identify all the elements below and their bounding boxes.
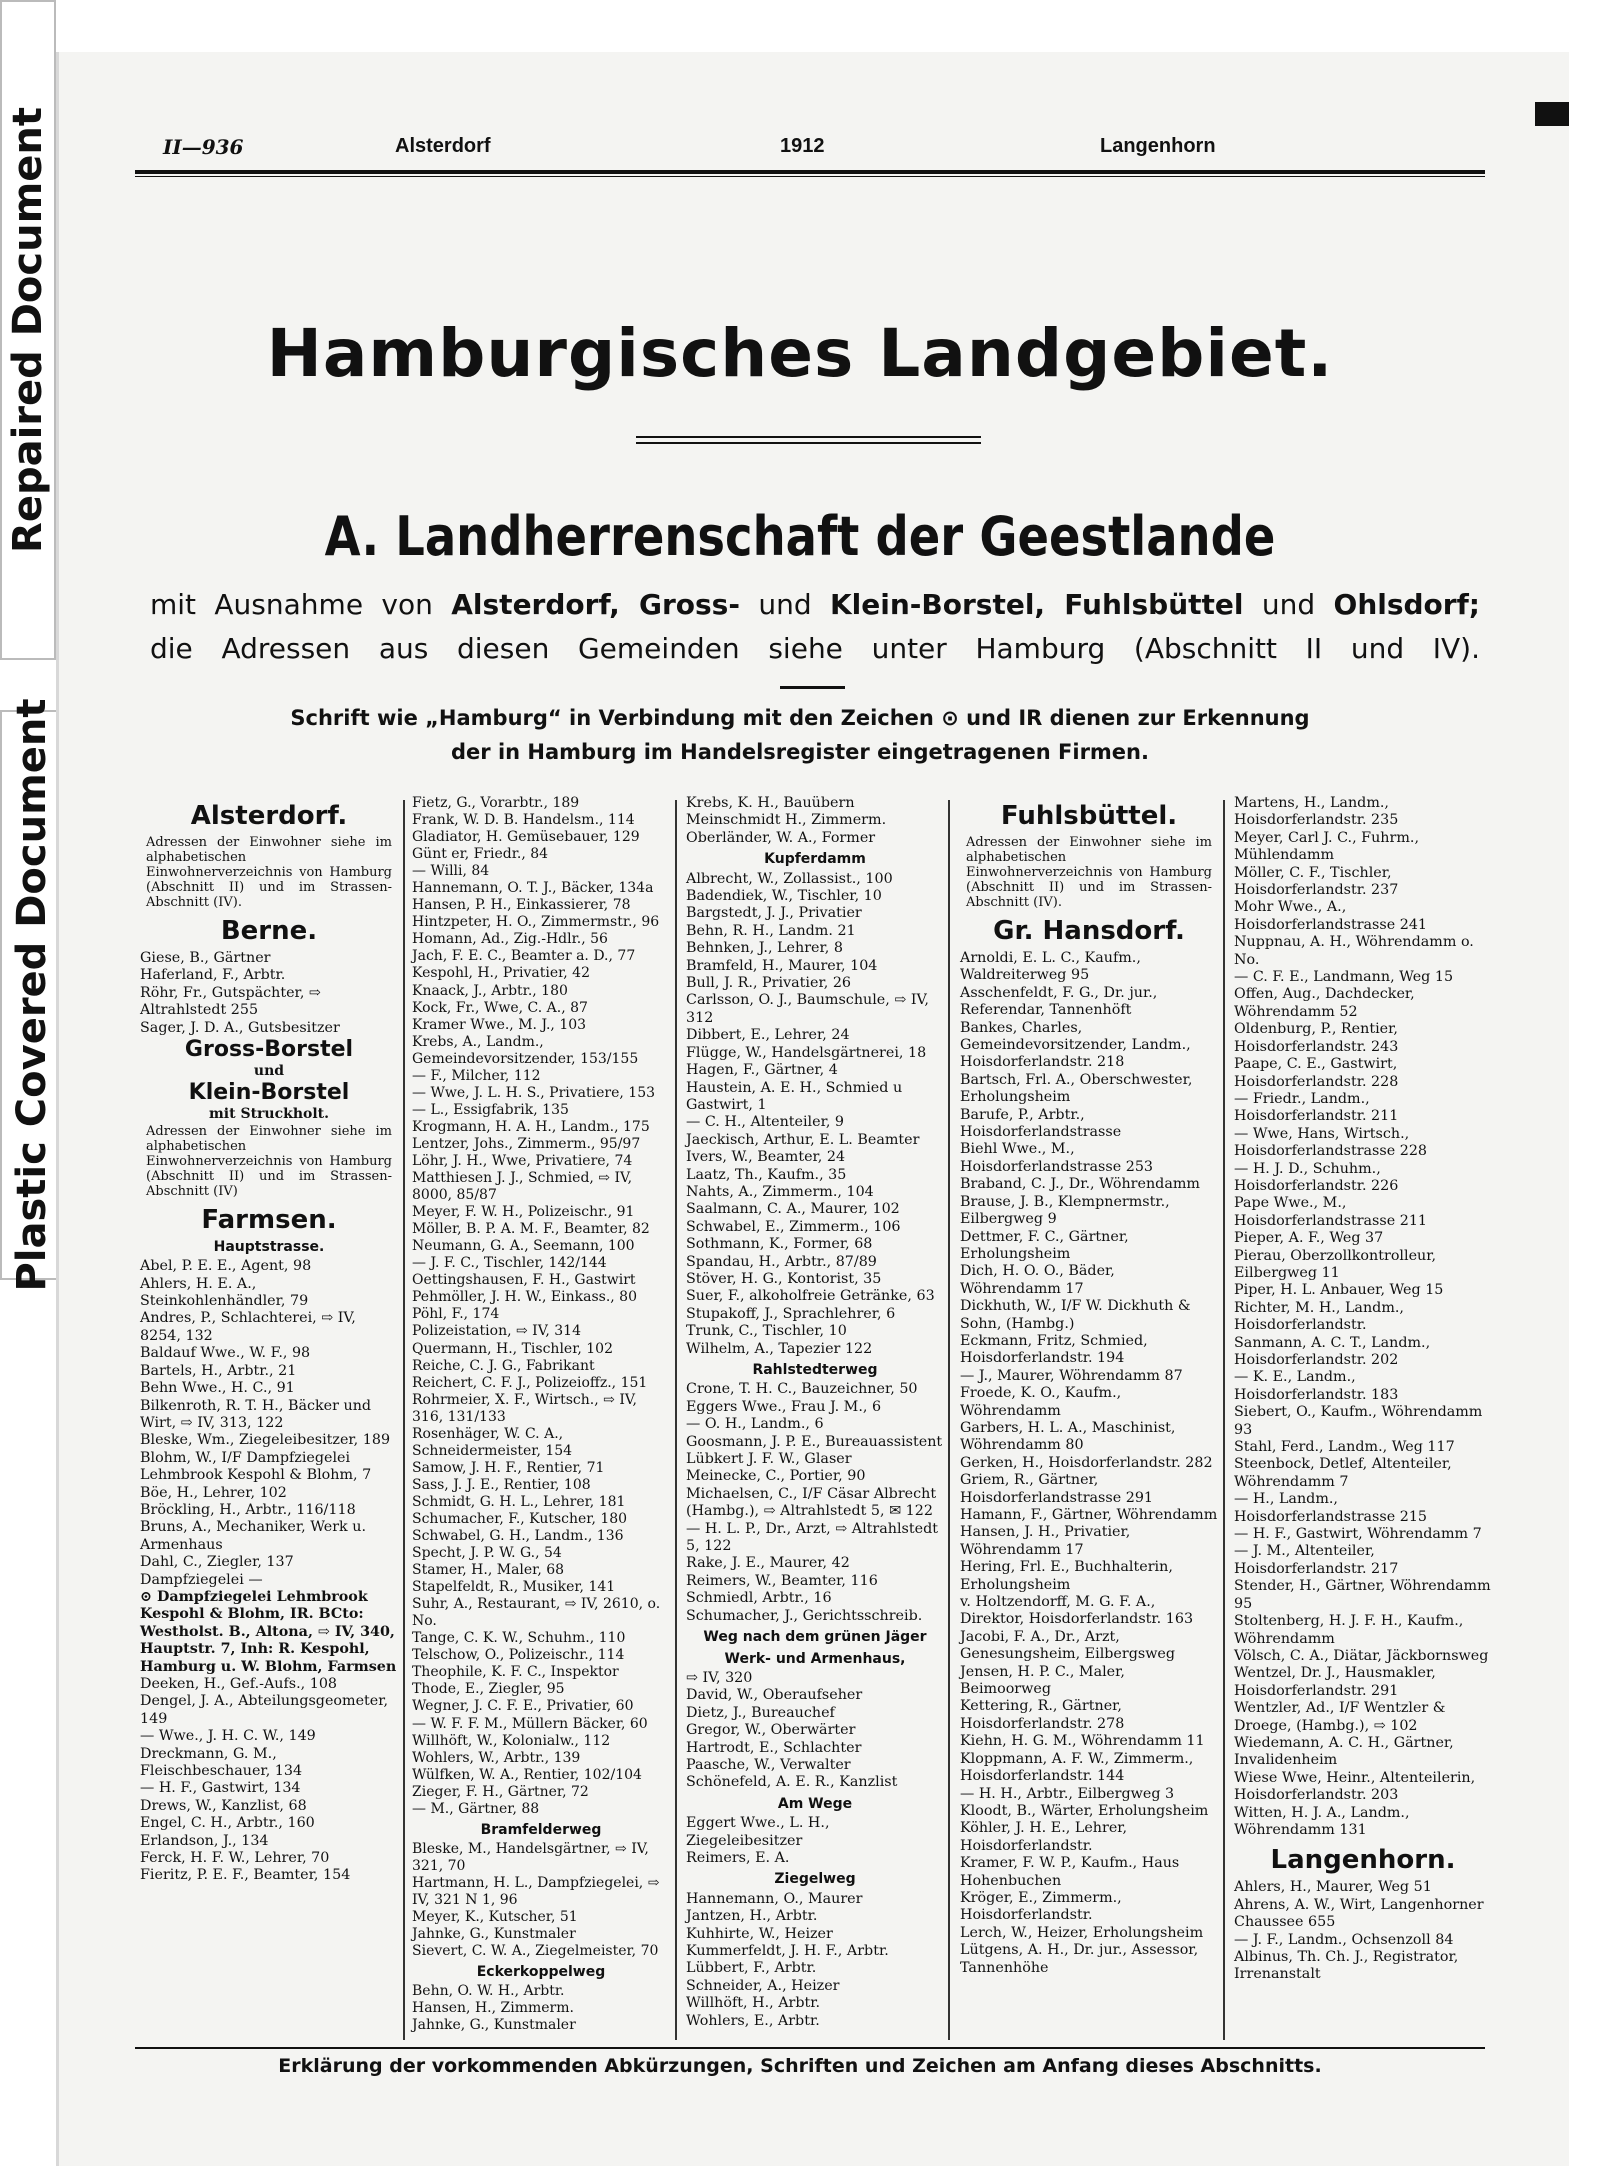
header-year: 1912 — [780, 135, 825, 157]
directory-entry: — J., Maurer, Wöhrendamm 87 — [960, 1367, 1183, 1384]
directory-entry: Böe, H., Lehrer, 102 — [140, 1484, 287, 1501]
directory-entry: Spandau, H., Arbtr., 87/89 — [686, 1253, 877, 1270]
column-divider-3 — [948, 800, 950, 2040]
directory-entry: Wohlers, W., Arbtr., 139 — [412, 1749, 581, 1766]
directory-entry: Sass, J. J. E., Rentier, 108 — [412, 1476, 591, 1493]
directory-entry: Homann, Ad., Zig.-Hdlr., 56 — [412, 931, 608, 948]
directory-entry: Brause, J. B., Klempnermstr., Eilbergweg 9 — [960, 1193, 1170, 1228]
directory-entry: Lerch, W., Heizer, Erholungsheim — [960, 1924, 1204, 1941]
directory-entry: Wiese Wwe, Heinr., Altenteilerin, Hoisdorferlandstr. 203 — [1234, 1769, 1476, 1804]
intro-text-c: und — [739, 588, 830, 621]
directory-entry: Pierau, Oberzollkontrolleur, Eilbergweg 11 — [1234, 1247, 1437, 1281]
directory-entry: Hagen, F., Gärtner, 4 — [686, 1062, 838, 1079]
directory-entry: Wentzel, Dr. J., Hausmakler, Hoisdorferlandstr. 291 — [1234, 1665, 1436, 1699]
running-header — [135, 135, 1485, 163]
section-title: Gross-Borstel — [184, 1037, 354, 1063]
directory-entry: Stupakoff, J., Sprachlehrer, 6 — [686, 1305, 896, 1322]
column-5 — [1234, 795, 1492, 1984]
directory-entry: Dampfziegelei — — [140, 1571, 263, 1588]
directory-entry: Rosenhäger, W. C. A., Schneidermeister, 154 — [412, 1425, 573, 1459]
intro-line-1 — [150, 588, 1480, 621]
directory-entry: Dietz, J., Bureauchef — [686, 1704, 835, 1721]
directory-entry: Hannemann, O. T. J., Bäcker, 134a — [412, 880, 654, 897]
street-heading: Werk- und Armenhaus, — [724, 1650, 906, 1667]
directory-entry: Schönefeld, A. E. R., Kanzlist — [686, 1774, 898, 1791]
directory-entry: Braband, C. J., Dr., Wöhrendamm — [960, 1176, 1200, 1193]
intro-place-b: Klein-Borstel, Fuhlsbüttel — [829, 588, 1244, 621]
directory-entry: Hartmann, H. L., Dampfziegelei, ⇨ IV, 321 N 1, 96 — [412, 1874, 660, 1908]
directory-entry: Crone, T. H. C., Bauzeichner, 50 — [686, 1381, 918, 1398]
directory-entry: Bröckling, H., Arbtr., 116/118 — [140, 1501, 356, 1518]
directory-entry: Drews, W., Kanzlist, 68 — [140, 1797, 307, 1814]
directory-entry: — F., Milcher, 112 — [412, 1067, 541, 1084]
directory-entry: — H. F., Gastwirt, 134 — [140, 1780, 301, 1797]
directory-entry: Biehl Wwe., M., Hoisdorferlandstrasse 253 — [960, 1141, 1154, 1175]
directory-entry: Tange, C. K. W., Schuhm., 110 — [412, 1630, 626, 1647]
directory-entry: Jensen, H. P. C., Maler, Beimoorweg — [960, 1663, 1125, 1698]
directory-entry: Lübkert J. F. W., Glaser — [686, 1451, 852, 1468]
plastic-covered-text: Plastic Covered Document — [9, 698, 55, 1292]
title-rule-top — [636, 436, 981, 438]
directory-entry: — H., Landm., Hoisdorferlandstrasse 215 — [1234, 1491, 1428, 1525]
directory-entry: — J. F. C., Tischler, 142/144 — [412, 1255, 607, 1272]
directory-entry: Saalmann, C. A., Maurer, 102 — [686, 1201, 900, 1218]
directory-entry: Erlandson, J., 134 — [140, 1832, 269, 1849]
directory-entry: Wegner, J. C. F. E., Privatier, 60 — [412, 1698, 634, 1715]
directory-entry: Behn, R. H., Landm. 21 — [686, 922, 856, 939]
column-4 — [960, 795, 1218, 1977]
reference-note: Adressen der Einwohner siehe im alphabetischen Einwohnerverzeichnis von Hamburg (Abschnitt II) und im Strassen-Abschnitt (IV). — [146, 835, 392, 910]
directory-entry: — Friedr., Landm., Hoisdorferlandstr. 211 — [1234, 1090, 1399, 1125]
directory-entry: — L., Essigfabrik, 135 — [412, 1101, 569, 1118]
directory-entry: David, W., Oberaufseher — [686, 1687, 863, 1704]
directory-entry: Schmiedl, Arbtr., 16 — [686, 1590, 832, 1607]
directory-entry: Goosmann, J. P. E., Bureauassistent — [686, 1433, 943, 1450]
directory-entry: Löhr, J. H., Wwe, Privatiere, 74 — [412, 1152, 633, 1169]
directory-entry: Matthiesen J. J., Schmied, ⇨ IV, 8000, 85/87 — [412, 1170, 633, 1204]
header-rule — [135, 170, 1485, 174]
directory-entry: Haferland, F., Arbtr. — [140, 967, 286, 984]
directory-entry: Hansen, H., Zimmerm. — [412, 2000, 574, 2017]
directory-entry: Albrecht, W., Zollassist., 100 — [686, 870, 893, 887]
directory-entry: Paape, C. E., Gastwirt, Hoisdorferlandstr. 228 — [1234, 1056, 1399, 1090]
directory-entry: — Wwe., J. H. C. W., 149 — [140, 1728, 316, 1745]
directory-entry: Meinecke, C., Portier, 90 — [686, 1468, 866, 1485]
directory-entry: — Wwe, Hans, Wirtsch., Hoisdorferlandstrasse 228 — [1234, 1125, 1428, 1160]
directory-entry: — W. F. F. M., Müllern Bäcker, 60 — [412, 1715, 648, 1732]
directory-entry: Knaack, J., Arbtr., 180 — [412, 982, 568, 999]
directory-entry: Kloodt, B., Wärter, Erholungsheim — [960, 1802, 1209, 1819]
directory-entry: — C. H., Altenteiler, 9 — [686, 1114, 845, 1131]
directory-entry: Dich, H. O. O., Bäder, Wöhrendamm 17 — [960, 1263, 1115, 1297]
directory-entry: Giese, B., Gärtner — [140, 950, 271, 966]
directory-entry: — H. H., Arbtr., Eilbergweg 3 — [960, 1785, 1175, 1802]
directory-entry: Lentzer, Johs., Zimmerm., 95/97 — [412, 1135, 641, 1152]
directory-entry: Willhöft, W., Kolonialw., 112 — [412, 1732, 611, 1749]
column-3 — [686, 795, 944, 2030]
directory-entry: Reimers, E. A. — [686, 1849, 790, 1866]
directory-entry: Bartels, H., Arbtr., 21 — [140, 1362, 297, 1379]
directory-entry: Mohr Wwe., A., Hoisdorferlandstrasse 241 — [1234, 899, 1428, 933]
directory-entry: Sievert, C. W. A., Ziegelmeister, 70 — [412, 1943, 659, 1960]
directory-entry: Kloppmann, A. F. W., Zimmerm., Hoisdorferlandstr. 144 — [960, 1750, 1194, 1785]
directory-entry: Bargstedt, J. J., Privatier — [686, 905, 862, 922]
directory-entry: Piper, H. L. Anbauer, Weg 15 — [1234, 1282, 1444, 1299]
directory-entry: Schwabel, E., Zimmerm., 106 — [686, 1218, 901, 1235]
directory-entry: Asschenfeldt, F. G., Dr. jur., Referendar, Tannenhöft — [960, 984, 1158, 1019]
directory-entry: Behnken, J., Lehrer, 8 — [686, 940, 843, 957]
section-heading: A. Landherrenschaft der Geestlande — [324, 505, 1276, 568]
directory-entry: Willhöft, H., Arbtr. — [686, 1995, 821, 2012]
directory-entry: Stapelfeldt, R., Musiker, 141 — [412, 1579, 616, 1596]
repaired-document-text: Repaired Document — [5, 107, 51, 553]
directory-entry: Bartsch, Frl. A., Oberschwester, Erholungsheim — [960, 1071, 1193, 1106]
street-heading: Weg nach dem grünen Jäger — [703, 1629, 927, 1646]
directory-entry: Hamann, F., Gärtner, Wöhrendamm — [960, 1507, 1218, 1523]
directory-entry: Quermann, H., Tischler, 102 — [412, 1340, 613, 1357]
directory-entry: Jantzen, H., Arbtr. — [686, 1908, 818, 1925]
directory-entry: Ivers, W., Beamter, 24 — [686, 1149, 846, 1166]
directory-entry: Stamer, H., Maler, 68 — [412, 1562, 565, 1579]
directory-entry: Kröger, E., Zimmerm., Hoisdorferlandstr. — [960, 1889, 1122, 1924]
directory-entry: v. Holtzendorff, M. G. F. A., Direktor, Hoisdorferlandstr. 163 — [960, 1594, 1194, 1628]
directory-entry: Hering, Frl. E., Buchhalterin, Erholungsheim — [960, 1559, 1173, 1593]
directory-entry: Eckmann, Fritz, Schmied, Hoisdorferlandstr. 194 — [960, 1332, 1148, 1367]
directory-entry: Röhr, Fr., Gutspächter, ⇨ Altrahlstedt 255 — [140, 984, 321, 1019]
directory-entry: Lütgens, A. H., Dr. jur., Assessor, Tannenhöhe — [960, 1942, 1199, 1976]
directory-entry: Zieger, F. H., Gärtner, 72 — [412, 1783, 589, 1800]
directory-entry: Bruns, A., Mechaniker, Werk u. Armenhaus — [140, 1519, 367, 1553]
directory-entry: Bleske, M., Handelsgärtner, ⇨ IV, 321, 70 — [412, 1840, 649, 1874]
directory-entry: Völsch, C. A., Diätar, Jäckbornsweg — [1234, 1647, 1489, 1664]
directory-entry: Jahnke, G., Kunstmaler — [412, 1926, 576, 1943]
directory-entry: — C. F. E., Landmann, Weg 15 — [1234, 969, 1454, 986]
directory-entry: Kramer, F. W. P., Kaufm., Haus Hohenbuchen — [960, 1855, 1180, 1889]
directory-entry: Michaelsen, C., I/F Cäsar Albrecht (Hambg.), ⇨ Altrahlstedt 5, ✉ 122 — [686, 1485, 937, 1520]
directory-entry: Richter, M. H., Landm., Hoisdorferlandstr. — [1234, 1299, 1404, 1334]
section-title: Klein-Borstel — [188, 1080, 350, 1106]
directory-entry: Nuppnau, A. H., Wöhrendamm o. No. — [1234, 934, 1474, 968]
page-number: II—936 — [163, 135, 244, 159]
directory-entry: Kespohl, H., Privatier, 42 — [412, 965, 591, 982]
directory-entry: Theophile, K. F. C., Inspektor — [412, 1664, 619, 1681]
directory-entry: — Willi, 84 — [412, 863, 490, 880]
column-divider-1 — [403, 800, 405, 2040]
page-corner-shadow — [1535, 102, 1569, 126]
directory-entry: Hansen, J. H., Privatier, Wöhrendamm 17 — [960, 1524, 1131, 1558]
street-heading: Bramfelderweg — [480, 1821, 602, 1838]
directory-entry: Abel, P. E. E., Agent, 98 — [140, 1258, 312, 1275]
directory-entry: Sager, J. D. A., Gutsbesitzer — [140, 1019, 340, 1036]
directory-entry: Deeken, H., Gef.-Aufs., 108 — [140, 1676, 338, 1692]
directory-entry: Kuhhirte, W., Heizer — [686, 1925, 833, 1942]
header-right: Langenhorn — [1100, 135, 1216, 157]
directory-entry: Martens, H., Landm., Hoisdorferlandstr. 235 — [1234, 795, 1399, 829]
directory-entry: Köhler, J. H. E., Lehrer, Hoisdorferlandstr. — [960, 1820, 1128, 1854]
directory-entry: Haustein, A. E. H., Schmied u Gastwirt, 1 — [686, 1079, 903, 1113]
directory-entry: Eggers Wwe., Frau J. M., 6 — [686, 1398, 882, 1415]
directory-entry: Bankes, Charles, Gemeindevorsitzender, Landm., Hoisdorferlandstr. 218 — [960, 1019, 1191, 1071]
directory-entry: Specht, J. P. W. G., 54 — [412, 1545, 562, 1562]
directory-entry: Engel, C. H., Arbtr., 160 — [140, 1815, 315, 1832]
directory-entry: Dickhuth, W., I/F W. Dickhuth & Sohn, (Hambg.) — [960, 1298, 1191, 1332]
note-line-1: Schrift wie „Hamburg“ in Verbindung mit den Zeichen ⊙ und IR dienen zur Erkennung — [290, 706, 1310, 730]
directory-entry: Neumann, G. A., Seemann, 100 — [412, 1238, 635, 1255]
directory-entry: Hartrodt, E., Schlachter — [686, 1739, 862, 1756]
directory-entry: Barufe, P., Arbtr., Hoisdorferlandstrasse — [960, 1106, 1122, 1141]
directory-entry: Blohm, W., I/F Dampfziegelei Lehmbrook Kespohl & Blohm, 7 — [140, 1449, 372, 1484]
street-heading: Ziegelweg — [774, 1871, 856, 1888]
directory-entry: Trunk, C., Tischler, 10 — [686, 1323, 847, 1340]
directory-entry: Bull, J. R., Privatier, 26 — [686, 975, 852, 992]
directory-entry: Ahrens, A. W., Wirt, Langenhorner Chaussee 655 — [1234, 1896, 1484, 1931]
directory-entry: Reiche, C. J. G., Fabrikant — [412, 1357, 595, 1374]
directory-entry: Pape Wwe., M., Hoisdorferlandstrasse 211 — [1234, 1195, 1428, 1229]
section-title-connector: mit Struckholt. — [208, 1106, 329, 1123]
directory-entry: Telschow, O., Polizeischr., 114 — [412, 1647, 625, 1664]
intro-line-2: die Adressen aus diesen Gemeinden siehe unter Hamburg (Abschnitt II und IV). — [150, 632, 1480, 665]
section-title: Berne. — [220, 916, 318, 946]
directory-entry: Bramfeld, H., Maurer, 104 — [686, 957, 878, 974]
directory-entry: — J. M., Altenteiler, Hoisdorferlandstr. 217 — [1234, 1543, 1399, 1577]
directory-entry: Schumacher, F., Kutscher, 180 — [412, 1510, 628, 1527]
directory-entry: Suer, F., alkoholfreie Getränke, 63 — [686, 1288, 935, 1305]
section-title: Fuhlsbüttel. — [1000, 801, 1178, 831]
directory-entry: Stoltenberg, H. J. F. H., Kaufm., Wöhrendamm — [1234, 1613, 1464, 1647]
directory-entry: Siebert, O., Kaufm., Wöhrendamm 93 — [1234, 1404, 1483, 1438]
directory-entry: — Wwe, J. L. H. S., Privatiere, 153 — [412, 1084, 656, 1101]
directory-entry: Ahlers, H., Maurer, Weg 51 — [1234, 1879, 1432, 1896]
directory-entry: Krebs, K. H., Bauübern — [686, 795, 855, 811]
firm-entry: ⊙ Dampfziegelei Lehmbrook Kespohl & Blohm, IR. BCto: Westholst. B., Altona, ⇨ IV, 340, Hauptstr. 7, Inh: R. Kespohl, Hamburg u. W. Blohm, Farmsen — [140, 1588, 397, 1675]
street-heading: Am Wege — [777, 1795, 853, 1812]
intro-text-e: und — [1243, 588, 1334, 621]
directory-entry: Kramer Wwe., M. J., 103 — [412, 1016, 587, 1033]
section-title: Gr. Hansdorf. — [993, 916, 1185, 946]
directory-entry: Eggert Wwe., L. H., Ziegeleibesitzer — [686, 1815, 830, 1849]
directory-entry: — K. E., Landm., Hoisdorferlandstr. 183 — [1234, 1369, 1399, 1403]
directory-entry: Sanmann, A. C. T., Landm., Hoisdorferlandstr. 202 — [1234, 1334, 1431, 1368]
directory-entry: Badendiek, W., Tischler, 10 — [686, 888, 882, 905]
directory-entry: Rake, J. E., Maurer, 42 — [686, 1555, 850, 1572]
directory-entry: Jach, F. E. C., Beamter a. D., 77 — [412, 948, 636, 965]
directory-entry: Krogmann, H. A. H., Landm., 175 — [412, 1118, 650, 1135]
directory-entry: Wiedemann, A. C. H., Gärtner, Invalidenheim — [1234, 1734, 1454, 1769]
directory-entry: Meyer, K., Kutscher, 51 — [412, 1909, 578, 1926]
intro-place-a: Alsterdorf, Gross- — [451, 588, 740, 621]
column-divider-2 — [675, 800, 677, 2040]
directory-entry: Oberländer, W. A., Former — [686, 829, 876, 846]
directory-entry: Wilhelm, A., Tapezier 122 — [686, 1340, 873, 1357]
directory-entry: Fieritz, P. E. F., Beamter, 154 — [140, 1867, 351, 1884]
directory-entry: Jacobi, F. A., Dr., Arzt, Genesungsheim, Eilbergsweg — [960, 1628, 1176, 1663]
directory-entry: — H. J. D., Schuhm., Hoisdorferlandstr. 226 — [1234, 1160, 1399, 1194]
directory-entry: Dahl, C., Ziegler, 137 — [140, 1554, 294, 1571]
directory-entry: Schneider, A., Heizer — [686, 1977, 840, 1994]
section-title: Farmsen. — [201, 1204, 337, 1235]
plastic-covered-label — [0, 698, 64, 1292]
intro-text-a: mit Ausnahme von — [150, 588, 452, 621]
intro-place-c: Ohlsdorf; — [1333, 588, 1480, 621]
section-title-connector: und — [253, 1063, 285, 1080]
directory-entry: Lübbert, F., Arbtr. — [686, 1960, 817, 1977]
directory-entry: Sothmann, K., Former, 68 — [686, 1236, 873, 1253]
directory-entry: Reichert, C. F. J., Polizeioffz., 151 — [412, 1374, 648, 1391]
directory-entry: Meyer, Carl J. C., Fuhrm., Mühlendamm — [1234, 829, 1419, 864]
directory-entry: Hintzpeter, H. O., Zimmermstr., 96 — [412, 914, 660, 931]
directory-entry: Dengel, J. A., Abteilungsgeometer, 149 — [140, 1693, 389, 1727]
directory-entry: — H. F., Gastwirt, Wöhrendamm 7 — [1234, 1526, 1482, 1543]
directory-entry: Witten, H. J. A., Landm., Wöhrendamm 131 — [1234, 1804, 1410, 1838]
directory-entry: Kock, Fr., Wwe, C. A., 87 — [412, 999, 588, 1016]
directory-entry: Frank, W. D. B. Handelsm., 114 — [412, 812, 635, 829]
directory-entry: Steenbock, Detlef, Altenteiler, Wöhrendamm 7 — [1234, 1456, 1452, 1490]
directory-entry: Reimers, W., Beamter, 116 — [686, 1572, 878, 1589]
note-line-2: der in Hamburg im Handelsregister eingetragenen Firmen. — [451, 740, 1149, 764]
directory-entry: Baldauf Wwe., W. F., 98 — [140, 1345, 311, 1362]
intro-rule — [780, 686, 845, 689]
street-heading: Kupferdamm — [764, 851, 866, 868]
directory-entry: Nahts, A., Zimmerm., 104 — [686, 1183, 874, 1200]
directory-entry: Günt er, Friedr., 84 — [412, 846, 549, 863]
footer-rule — [135, 2047, 1485, 2049]
directory-entry: Pöhl, F., 174 — [412, 1306, 500, 1323]
directory-entry: Gregor, W., Oberwärter — [686, 1722, 856, 1739]
section-title: Alsterdorf. — [190, 801, 348, 831]
directory-entry: Oldenburg, P., Rentier, Hoisdorferlandstr. 243 — [1234, 1021, 1399, 1055]
column-divider-4 — [1223, 800, 1225, 2040]
directory-entry: Wohlers, E., Arbtr. — [686, 2012, 820, 2029]
directory-entry: Kettering, R., Gärtner, Hoisdorferlandstr. 278 — [960, 1698, 1125, 1732]
directory-entry: Stahl, Ferd., Landm., Weg 117 — [1234, 1439, 1455, 1456]
street-heading: Rahlstedterweg — [752, 1362, 878, 1378]
directory-entry: Dettmer, F. C., Gärtner, Erholungsheim — [960, 1228, 1129, 1262]
footer-note: Erklärung der vorkommenden Abkürzungen, Schriften und Zeichen am Anfang dieses Abschnitts. — [278, 2055, 1322, 2077]
directory-entry: — O. H., Landm., 6 — [686, 1416, 824, 1433]
directory-entry: Kummerfeldt, J. H. F., Arbtr. — [686, 1943, 889, 1959]
directory-entry: Dreckmann, G. M., Fleischbeschauer, 134 — [140, 1745, 303, 1780]
directory-entry: Oettingshausen, F. H., Gastwirt — [412, 1272, 636, 1289]
directory-entry: Rohrmeier, X. F., Wirtsch., ⇨ IV, 316, 131/133 — [412, 1391, 637, 1425]
directory-entry: Kiehn, H. G. M., Wöhrendamm 11 — [960, 1733, 1205, 1750]
directory-entry: Meyer, F. W. H., Polizeischr., 91 — [412, 1204, 635, 1221]
directory-entry: Flügge, W., Handelsgärtnerei, 18 — [686, 1044, 927, 1061]
directory-entry: Gladiator, H. Gemüsebauer, 129 — [412, 829, 640, 846]
directory-entry: Hansen, P. H., Einkassierer, 78 — [412, 897, 631, 914]
directory-entry: Garbers, H. L. A., Maschinist, Wöhrendamm 80 — [960, 1419, 1176, 1454]
directory-entry: Gerken, H., Hoisdorferlandstr. 282 — [960, 1454, 1213, 1471]
directory-entry: Pieper, A. F., Weg 37 — [1234, 1230, 1384, 1247]
directory-entry: Jaeckisch, Arthur, E. L. Beamter — [686, 1131, 920, 1148]
directory-entry: Ahlers, H. E. A., Steinkohlenhändler, 79 — [140, 1275, 309, 1310]
directory-entry: Behn, O. W. H., Arbtr. — [412, 1983, 565, 2000]
directory-entry: Paasche, W., Verwalter — [686, 1756, 851, 1773]
directory-entry: Hannemann, O., Maurer — [686, 1890, 863, 1907]
directory-entry: Jahnke, G., Kunstmaler — [412, 2017, 576, 2034]
header-left: Alsterdorf — [395, 135, 491, 157]
directory-entry: Pehmöller, J. H. W., Einkass., 80 — [412, 1289, 637, 1306]
directory-entry: Thode, E., Ziegler, 95 — [412, 1681, 565, 1698]
reference-note: Adressen der Einwohner siehe im alphabetischen Einwohnerverzeichnis von Hamburg (Abschnitt II) und im Strassen-Abschnitt (IV) — [146, 1123, 392, 1199]
directory-entry: Möller, C. F., Tischler, Hoisdorferlandstr. 237 — [1234, 864, 1399, 899]
directory-entry: — J. F., Landm., Ochsenzoll 84 — [1234, 1931, 1454, 1948]
directory-entry: Krebs, A., Landm., Gemeindevorsitzender, 153/155 — [412, 1033, 639, 1067]
column-1 — [140, 795, 398, 1885]
directory-entry: Bilkenroth, R. T. H., Bäcker und Wirt, ⇨ IV, 313, 122 — [140, 1397, 372, 1431]
directory-entry: Samow, J. H. F., Rentier, 71 — [412, 1459, 605, 1476]
directory-entry: Ferck, H. F. W., Lehrer, 70 — [140, 1850, 330, 1867]
directory-entry: Schmidt, G. H. L., Lehrer, 181 — [412, 1493, 626, 1510]
directory-entry: Carlsson, O. J., Baumschule, ⇨ IV, 312 — [686, 992, 929, 1026]
directory-entry: Fietz, G., Vorarbtr., 189 — [412, 795, 580, 811]
directory-entry: Wülfken, W. A., Rentier, 102/104 — [412, 1766, 642, 1783]
directory-entry: Laatz, Th., Kaufm., 35 — [686, 1166, 847, 1183]
reference-note: Adressen der Einwohner siehe im alphabetischen Einwohnerverzeichnis von Hamburg (Abschnitt II) und im Strassen-Abschnitt (IV). — [966, 835, 1212, 910]
directory-entry: Möller, B. P. A. M. F., Beamter, 82 — [412, 1221, 650, 1238]
section-title: Langenhorn. — [1270, 1845, 1456, 1876]
directory-entry: — H. L. P., Dr., Arzt, ⇨ Altrahlstedt 5, 122 — [686, 1520, 938, 1555]
directory-entry: Dibbert, E., Lehrer, 24 — [686, 1027, 850, 1044]
directory-entry: Albinus, Th. Ch. J., Registrator, Irrenanstalt — [1234, 1949, 1459, 1983]
directory-entry: Behn Wwe., H. C., 91 — [140, 1380, 295, 1397]
directory-entry: Schwabel, G. H., Landm., 136 — [412, 1528, 624, 1545]
directory-entry: Bleske, Wm., Ziegeleibesitzer, 189 — [140, 1432, 391, 1449]
directory-entry: Suhr, A., Restaurant, ⇨ IV, 2610, o. No. — [412, 1596, 661, 1630]
directory-entry: Andres, P., Schlachterei, ⇨ IV, 8254, 132 — [140, 1310, 356, 1344]
directory-entry: — M., Gärtner, 88 — [412, 1800, 540, 1817]
directory-entry: Polizeistation, ⇨ IV, 314 — [412, 1323, 581, 1340]
column-2 — [412, 795, 670, 2034]
directory-entry: Arnoldi, E. L. C., Kaufm., Waldreiterweg 95 — [960, 950, 1141, 984]
directory-entry: ⇨ IV, 320 — [686, 1669, 753, 1686]
directory-entry: Griem, R., Gärtner, Hoisdorferlandstrasse 291 — [960, 1472, 1154, 1506]
directory-entry: Meinschmidt H., Zimmerm. — [686, 812, 887, 829]
page-title: Hamburgisches Landgebiet. — [266, 315, 1334, 392]
directory-entry: Offen, Aug., Dachdecker, Wöhrendamm 52 — [1234, 986, 1415, 1020]
title-rule-bottom — [636, 442, 981, 444]
street-heading: Hauptstrasse. — [213, 1238, 325, 1255]
directory-entry: Stöver, H. G., Kontorist, 35 — [686, 1270, 882, 1287]
directory-entry: Froede, K. O., Kaufm., Wöhrendamm — [960, 1385, 1122, 1419]
header-rule-thin — [135, 176, 1485, 177]
directory-entry: Stender, H., Gärtner, Wöhrendamm 95 — [1234, 1578, 1491, 1612]
directory-entry: Schumacher, J., Gerichtsschreib. — [686, 1607, 923, 1624]
directory-entry: Wentzler, Ad., I/F Wentzler & Droege, (Hambg.), ⇨ 102 — [1234, 1700, 1446, 1734]
street-heading: Eckerkoppelweg — [476, 1964, 606, 1981]
